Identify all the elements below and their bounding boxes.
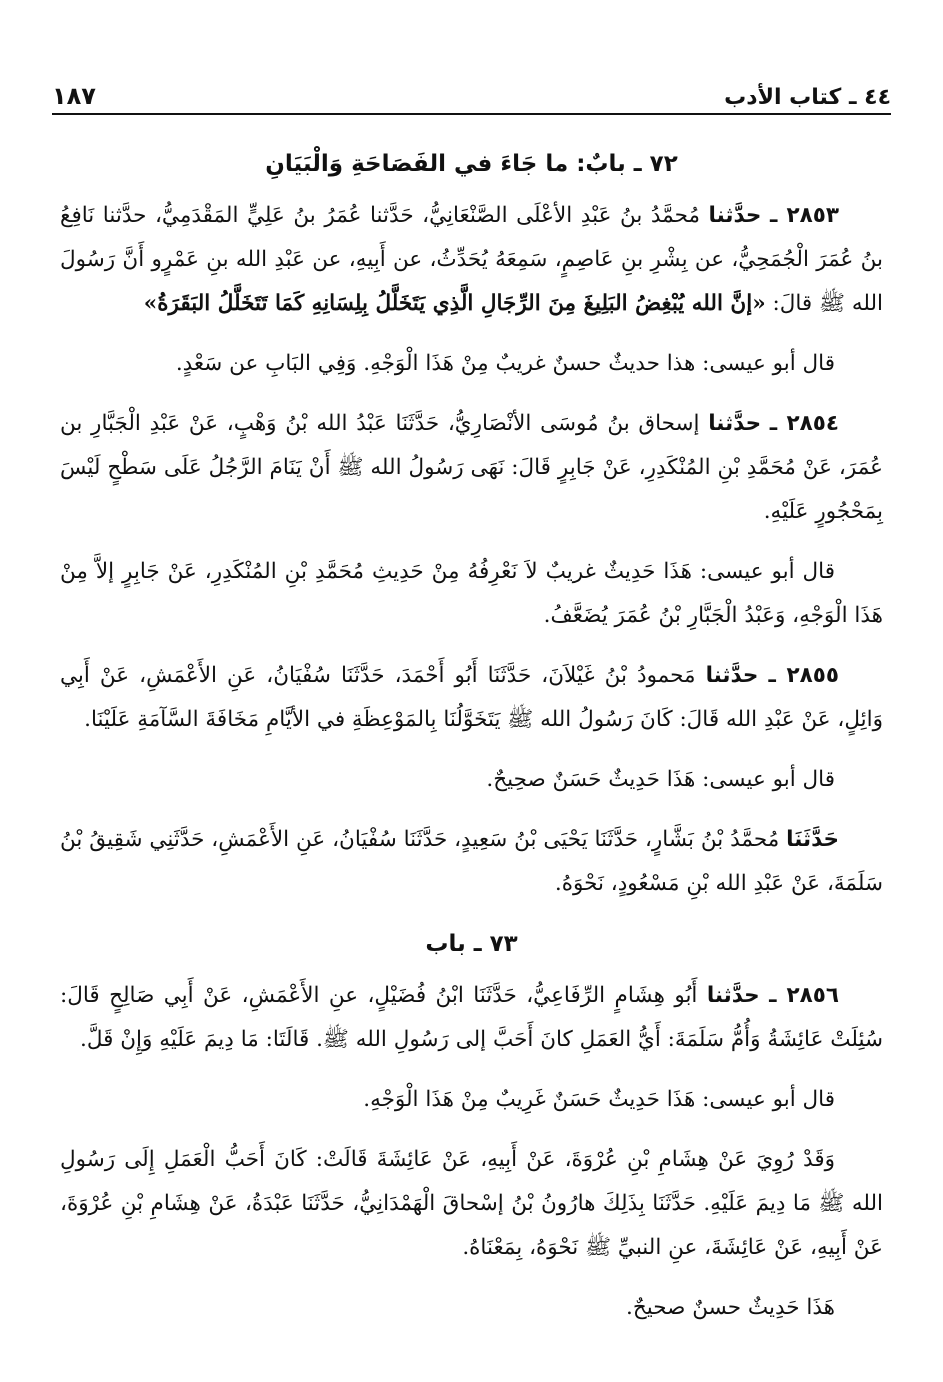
hadith-opening: حدَّثنا (705, 663, 759, 688)
header-rule (52, 113, 891, 115)
hadith-text: مَحمودُ بْنُ غَيْلاَنَ، حَدَّثَنَا أَبُو أَحْمَدَ، حَدَّثَنَا سُفْيَانُ، عَنِ الأَعْمَشِ، عَنْ أَبِي وَائِلٍ، عَنْ عَبْدِ الله قَالَ: كَانَ رَسُولُ الله ﷺ يَتَخَوَّلُنَا بِالمَوْعِظَةِ في الأيَّامِ مَخَافَةَ السَّآمَةِ عَلَيْنَا. (60, 663, 883, 732)
hadith-number: ٢٨٥٥ ـ (768, 663, 839, 688)
hadith-opening: حدَّثنا (706, 983, 760, 1008)
hadith-opening: حدَّثنا (708, 411, 762, 436)
hadith-text: إسحاق بنُ مُوسَى الأنْصَارِيُّ، حَدَّثَنَا عَبْدُ الله بْنُ وَهْبٍ، عَنْ عَبْدِ الْجَبَّارِ بن عُمَرَ، عَنْ مُحَمَّدِ بْنِ المُنْكَدِرِ، عَنْ جَابِرٍ قَالَ: نَهَى رَسُولُ الله ﷺ أَنْ يَنَامَ الرَّجُلُ عَلَى سَطْحٍ لَيْسَ بِمَحْجُورٍ عَلَيْهِ. (60, 411, 883, 524)
hadith-number: ٢٨٥٦ ـ (769, 983, 839, 1008)
page-body (60, 138, 883, 1346)
chapter-72-title: ٧٢ ـ بابٌ: ما جَاءَ في الفَصَاحَةِ وَالْبَيَانِ (265, 151, 678, 177)
page-header (52, 70, 891, 110)
book-title: ٤٤ ـ كتاب الأدب (724, 85, 891, 110)
hadith-isnad: مُحمَّدُ بنُ عَبْدِ الأعْلَى الصَّنْعَانِيُّ، حَدَّثنا عُمَرُ بنُ عَلِيٍّ المَقْدَمِيُّ، حدَّثنا نَافِعُ بنُ عُمَرَ الْجُمَحِيُّ، عن بِشْرِ بنِ عَاصِمٍ، سَمِعَهُ يُحَدِّثُ، عن أَبِيهِ، عن عَبْدِ الله بنِ عَمْرٍو أَنَّ رَسُولَ الله ﷺ قالَ: (60, 203, 883, 316)
hadith-number: ٢٨٥٣ ـ (769, 203, 839, 228)
hadith-opening: حدَّثنا (708, 203, 762, 228)
hadith-2853 (60, 194, 883, 326)
hadith-2855-variant (60, 818, 883, 906)
hadith-2854 (60, 402, 883, 534)
hadith-2856 (60, 974, 883, 1062)
hadith-2855 (60, 654, 883, 742)
hadith-number: ٢٨٥٤ ـ (769, 411, 840, 436)
comment-2853: قال أبو عيسى: هذا حديثٌ حسنٌ غريبٌ مِنْ هَذَا الْوَجْهِ. وَفِي البَابِ عن سَعْدٍ. (175, 351, 835, 376)
hadith-text: أَبُو هِشَامٍ الرِّفَاعِيُّ، حَدَّثَنَا ابْنُ فُضَيْلٍ، عنِ الأَعْمَشِ، عَنْ أَبِي صَالِحٍ قَالَ: سُئِلَتْ عَائِشَةُ وَأُمُّ سَلَمَةَ: أَيُّ العَمَلِ كانَ أَحَبَّ إلى رَسُولِ الله ﷺ. قَالَتَا: مَا دِيمَ عَلَيْهِ وَإِنْ قَلَّ. (60, 983, 883, 1052)
note-2856-variant: وَقَدْ رُوِيَ عَنْ هِشَامِ بْنِ عُرْوَةَ، عَنْ أَبِيهِ، عَنْ عَائِشَةَ قَالَتْ: كَانَ أَحَبُّ الْعَمَلِ إِلَى رَسُولِ الله ﷺ مَا دِيمَ عَلَيْهِ. حَدَّثَنَا بِذَلِكَ هارُونُ بْنُ إسْحاقَ الْهَمْدَانِيُّ، حَدَّثَنَا عَبْدَةُ، عَنْ هِشَامِ بْنِ عُرْوَةَ، عَنْ أَبِيهِ، عَنْ عَائِشَةَ، عنِ النبيِّ ﷺ نَحْوَهُ، بِمَعْنَاهُ. (60, 1147, 883, 1260)
note-2856-grade: هَذَا حَدِيثٌ حسنٌ صحيحٌ. (626, 1295, 835, 1320)
chapter-73-title: ٧٣ ـ باب (425, 931, 518, 957)
page-number: ١٨٧ (52, 82, 96, 110)
comment-2854: قال أبو عيسى: هَذَا حَدِيثٌ غريبٌ لاَ نَعْرِفُهُ مِنْ حَدِيثِ مُحَمَّدِ بْنِ المُنْكَدِرِ، عَنْ جَابِرٍ إلاَّ مِنْ هَذَا الْوَجْهِ، وَعَبْدُ الْجَبَّارِ بْنُ عُمَرَ يُضَعَّفُ. (60, 559, 883, 628)
comment-2855: قال أبو عيسى: هَذَا حَدِيثٌ حَسَنٌ صحِيحٌ. (486, 767, 835, 792)
hadith-opening: حَدَّثَنَا (786, 827, 839, 852)
hadith-text: مُحمَّدُ بْنُ بَشَّارٍ، حَدَّثَنَا يَحْيَى بْنُ سَعِيدٍ، حَدَّثَنَا سُفْيَانُ، عَنِ الأَعْمَشِ، حَدَّثَنِي شَقِيقُ بْنُ سَلَمَةَ، عَنْ عَبْدِ الله بْنِ مَسْعُودٍ، نَحْوَهُ. (60, 827, 883, 896)
hadith-matn: «إنَّ الله يُبْغِضُ البَلِيغَ مِنَ الرِّجَالِ الَّذِي يَتَخَلَّلُ بِلِسَانِهِ كَمَا تَتَخَلَّلُ البَقَرَةُ» (143, 291, 766, 316)
comment-2856: قال أبو عيسى: هَذَا حَدِيثٌ حَسَنٌ غَرِيبٌ مِنْ هَذَا الْوَجْهِ. (363, 1087, 835, 1112)
